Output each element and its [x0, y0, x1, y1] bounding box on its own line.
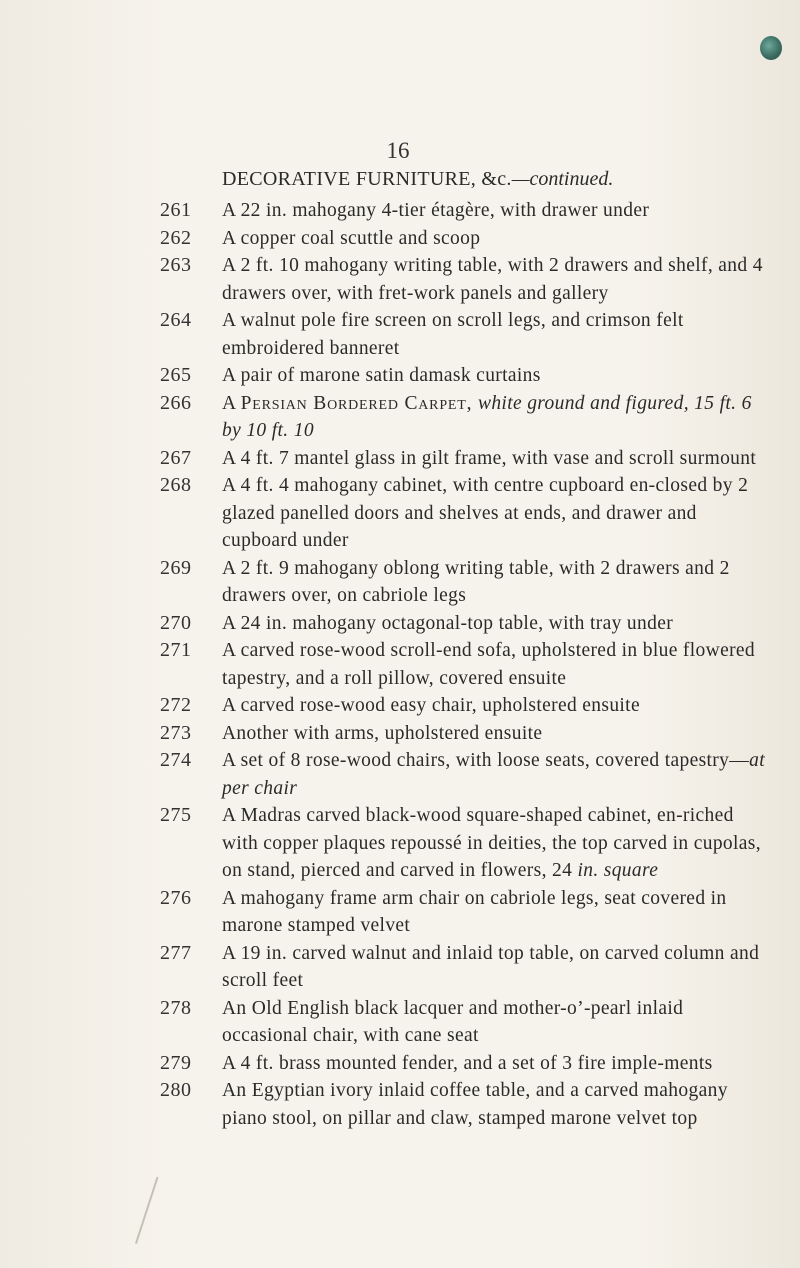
- lot-number: 269: [160, 556, 192, 579]
- lot-number: 275: [160, 804, 192, 826]
- lot-number: 279: [160, 1051, 192, 1074]
- section-title: DECORATIVE FURNITURE, &c.: [222, 168, 512, 190]
- lot-item: [160, 225, 765, 253]
- lot-number: 278: [160, 996, 192, 1019]
- ink-blot-icon: [760, 36, 782, 60]
- lot-description: A 22 in. mahogany 4-tier étagère, with drawer under: [222, 200, 650, 221]
- lot-description: A 2 ft. 9 mahogany oblong writing table, with 2 drawers and 2 drawers over, on cabriole legs: [222, 557, 730, 606]
- lot-description: Another with arms, upholstered ensuite: [222, 722, 543, 744]
- lot-item: [160, 692, 765, 720]
- lot-description: A Madras carved black-wood square-shaped cabinet, en-riched with copper plaques repoussé in deities, the top carved in cupolas, on stand, pierced and carved in flowers, 24 in. square: [222, 805, 761, 881]
- lot-description: A 2 ft. 10 mahogany writing table, with 2 drawers and shelf, and 4 drawers over, with fret-work panels and gallery: [222, 255, 763, 304]
- lot-number: 273: [160, 721, 192, 744]
- lot-number: 262: [160, 226, 192, 249]
- lot-description: An Egyptian ivory inlaid coffee table, and a carved mahogany piano stool, on pillar and claw, stamped marone velvet top: [222, 1080, 728, 1129]
- lot-description: A carved rose-wood scroll-end sofa, upholstered in blue flowered tapestry, and a roll pillow, covered ensuite: [222, 640, 756, 689]
- lot-description: A copper coal scuttle and scoop: [222, 227, 481, 249]
- lot-description: A walnut pole fire screen on scroll legs, and crimson felt embroidered banneret: [222, 310, 684, 359]
- lot-item: [160, 610, 765, 638]
- lot-item: [160, 885, 765, 940]
- lot-number: 265: [160, 364, 192, 386]
- lot-item: [160, 307, 765, 362]
- pencil-mark: [135, 1177, 187, 1253]
- lot-item: [160, 747, 765, 802]
- lot-number: 277: [160, 941, 192, 964]
- lot-description: A 4 ft. 4 mahogany cabinet, with centre cupboard en-closed by 2 glazed panelled doors and shelves at ends, and drawer and cupboard under: [222, 475, 749, 551]
- lot-item: [160, 995, 765, 1050]
- lot-item: [160, 1050, 765, 1078]
- lot-number: 263: [160, 254, 192, 276]
- lot-description: A 4 ft. brass mounted fender, and a set of 3 fire imple-ments: [222, 1052, 713, 1074]
- lot-number: 280: [160, 1079, 192, 1101]
- lot-item: [160, 637, 765, 692]
- lot-item: [160, 197, 765, 225]
- lot-item: [160, 362, 765, 390]
- lot-emphasis: Persian Bordered Carpet,: [240, 392, 478, 414]
- lot-number: 264: [160, 309, 192, 331]
- lot-number: 274: [160, 749, 192, 771]
- lot-number: 267: [160, 446, 192, 469]
- lot-description: A 19 in. carved walnut and inlaid top table, on carved column and scroll feet: [222, 942, 760, 991]
- lot-number: 268: [160, 474, 192, 496]
- lot-italic: white ground and figured, 15 ft. 6 by 10 ft. 10: [222, 392, 752, 441]
- lot-item: [160, 1077, 765, 1132]
- lot-item: [160, 720, 765, 748]
- lot-description: A Persian Bordered Carpet, white ground and figured, 15 ft. 6 by 10 ft. 10: [222, 392, 752, 441]
- lot-item: [160, 390, 765, 445]
- lot-number: 270: [160, 611, 192, 634]
- lot-list: [160, 197, 765, 1132]
- lot-item: [160, 252, 765, 307]
- lot-description: A mahogany frame arm chair on cabriole legs, seat covered in marone stamped velvet: [222, 887, 727, 936]
- lot-number: 276: [160, 886, 192, 909]
- lot-item: [160, 940, 765, 995]
- lot-number: 271: [160, 639, 192, 661]
- lot-number: 266: [160, 391, 192, 414]
- running-head: [222, 168, 782, 191]
- lot-description: A 24 in. mahogany octagonal-top table, with tray under: [222, 612, 674, 634]
- lot-item: [160, 555, 765, 610]
- lot-item: [160, 802, 765, 885]
- lot-description: A 4 ft. 7 mantel glass in gilt frame, with vase and scroll surmount: [222, 447, 757, 469]
- page-number: 16: [386, 138, 410, 163]
- section-continued: —continued.: [511, 168, 614, 190]
- lot-italic: at per chair: [222, 750, 765, 799]
- lot-item: [160, 445, 765, 473]
- lot-item: [160, 472, 765, 555]
- lot-italic: in. square: [577, 860, 659, 881]
- lot-number: 261: [160, 199, 192, 221]
- lot-description: A pair of marone satin damask curtains: [222, 365, 541, 386]
- lot-description: A set of 8 rose-wood chairs, with loose seats, covered tapestry—at per chair: [222, 750, 765, 799]
- lot-number: 272: [160, 694, 192, 716]
- lot-description: An Old English black lacquer and mother-o’-pearl inlaid occasional chair, with cane seat: [222, 997, 684, 1046]
- lot-description: A carved rose-wood easy chair, upholstered ensuite: [222, 695, 640, 716]
